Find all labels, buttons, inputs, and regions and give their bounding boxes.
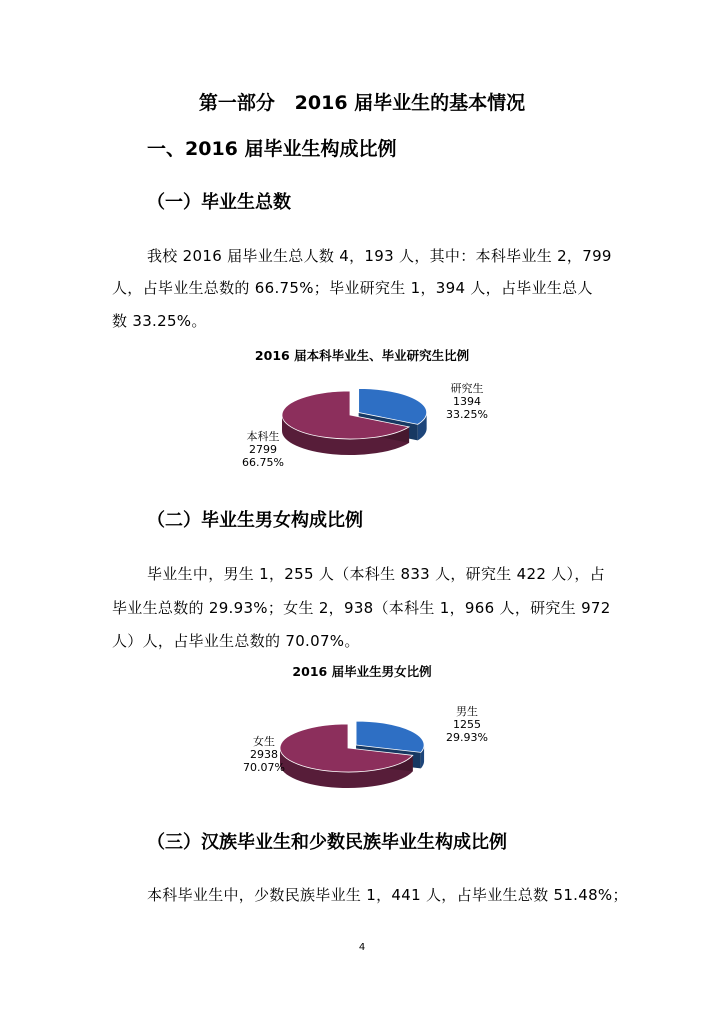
section-heading: 一、2016 届毕业生构成比例: [147, 138, 397, 160]
paragraph-line: 人，占毕业生总数的 66.75%；毕业研究生 1，394 人，占毕业生总人: [112, 279, 593, 297]
paragraph-line: 人）人，占毕业生总数的 70.07%。: [112, 632, 360, 650]
chart-title: 2016 届本科毕业生、毕业研究生比例: [254, 348, 470, 363]
paragraph-line: 本科毕业生中，少数民族毕业生 1，441 人，占毕业生总数 51.48%；: [147, 886, 628, 904]
pie-label-graduate: [446, 382, 488, 421]
subsection-heading-gender: （二）毕业生男女构成比例: [147, 510, 363, 531]
paragraph-line: 毕业生中，男生 1，255 人（本科生 833 人，研究生 422 人），占: [147, 565, 605, 583]
subsection-heading-total: （一）毕业生总数: [147, 192, 291, 213]
pie-label-percent: 66.75%: [242, 456, 284, 469]
pie-label-female: [243, 735, 285, 774]
paragraph-line: 我校 2016 届毕业生总人数 4，193 人，其中：本科毕业生 2，799: [147, 247, 612, 265]
pie-label-name: 本科生: [246, 430, 280, 443]
pie-label-name: 男生: [455, 705, 478, 718]
pie-label-value: 2938: [249, 748, 278, 761]
paragraph-line: 数 33.25%。: [112, 312, 207, 330]
subsection-heading-ethnicity: （三）汉族毕业生和少数民族毕业生构成比例: [147, 832, 507, 853]
pie-chart-graduate-ratio: [270, 385, 460, 475]
pie-label-male: [446, 705, 488, 744]
paragraph-line: 毕业生总数的 29.93%；女生 2，938（本科生 1，966 人，研究生 972: [112, 599, 611, 617]
pie-label-percent: 70.07%: [243, 761, 285, 774]
pie-label-value: 1394: [452, 395, 481, 408]
page-number: 4: [358, 942, 366, 953]
pie-chart-gender-ratio: [268, 718, 458, 808]
pie-label-percent: 33.25%: [446, 408, 488, 421]
pie-label-percent: 29.93%: [446, 731, 488, 744]
pie-label-value: 2799: [248, 443, 277, 456]
page-title: 第一部分 2016 届毕业生的基本情况: [198, 92, 526, 114]
pie-label-value: 1255: [452, 718, 481, 731]
pie-label-name: 研究生: [450, 382, 484, 395]
pie-label-undergraduate: [242, 430, 284, 469]
pie-label-name: 女生: [252, 735, 275, 748]
chart-title: 2016 届毕业生男女比例: [292, 664, 432, 679]
